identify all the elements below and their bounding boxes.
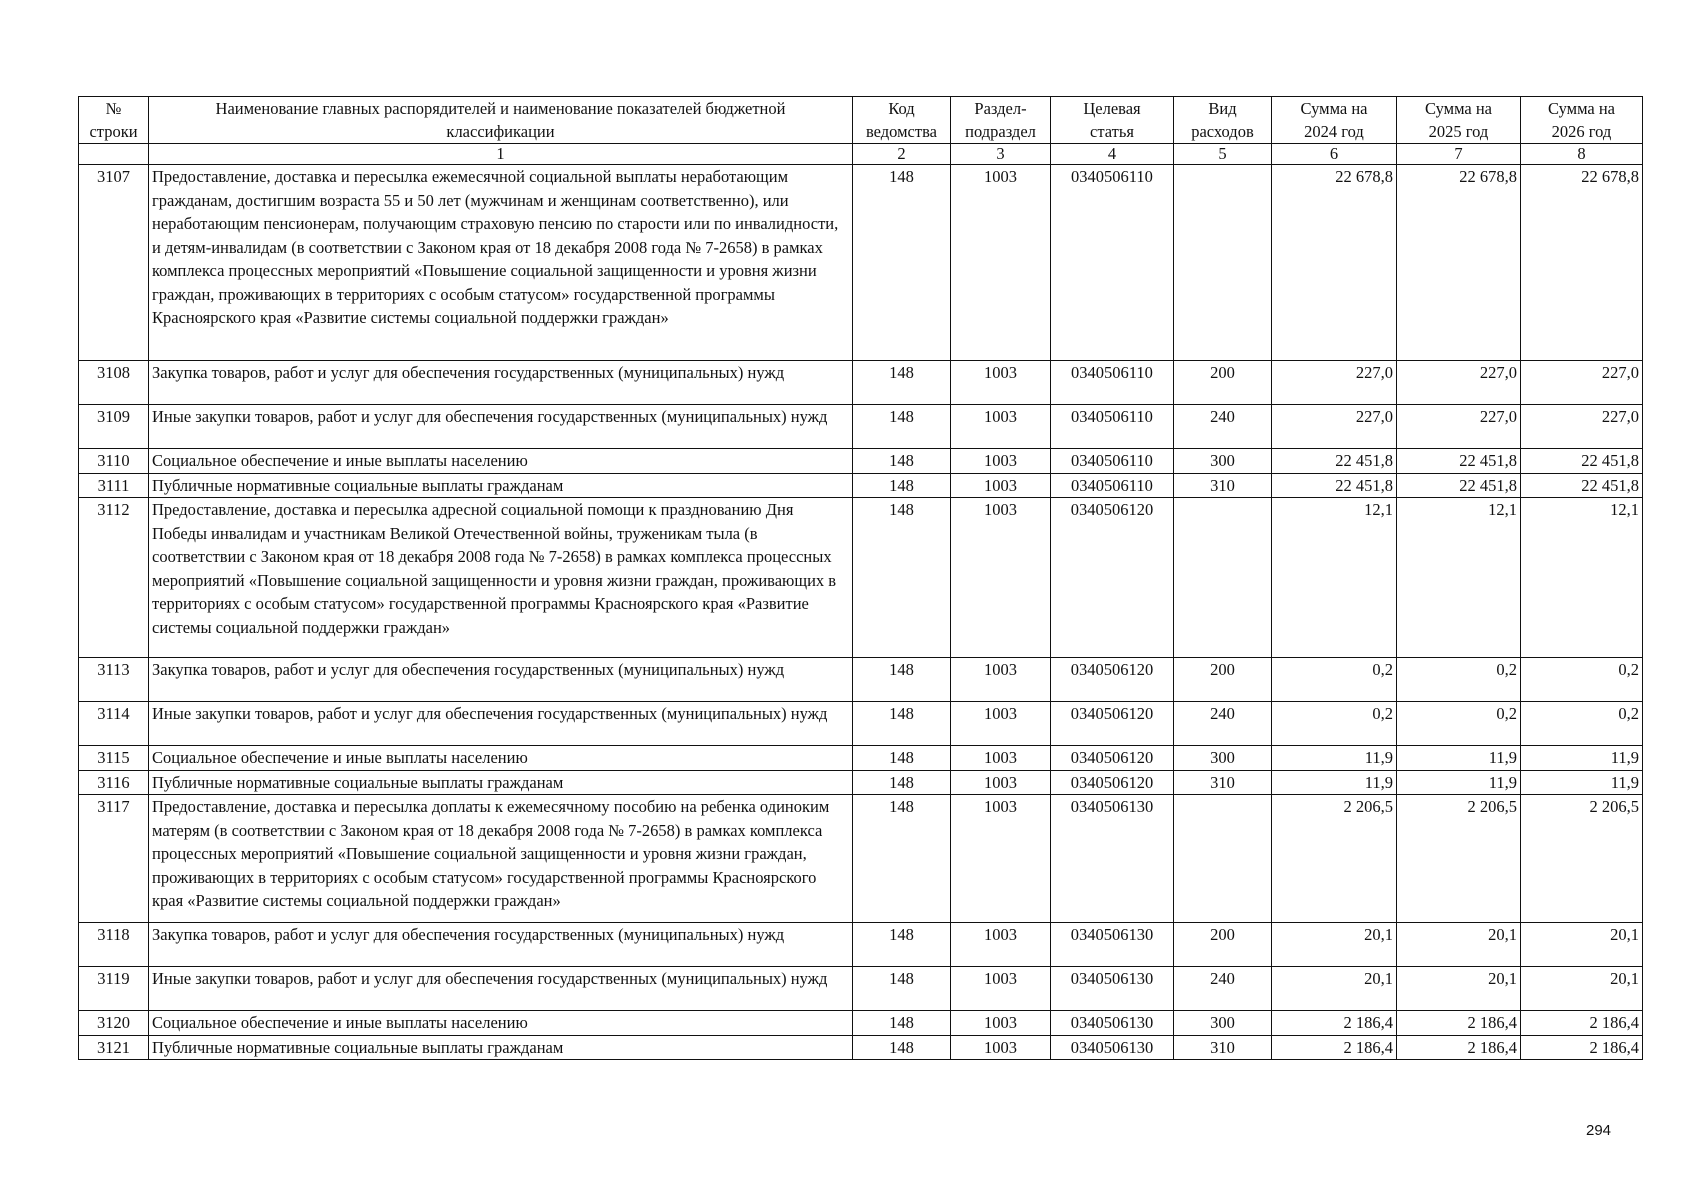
table-row — [79, 1011, 1643, 1036]
column-number-row — [79, 144, 1643, 165]
row-sum-2025: 2 206,5 — [1397, 795, 1521, 923]
row-dept-code: 148 — [853, 361, 951, 405]
row-sum-2024: 11,9 — [1272, 746, 1397, 771]
row-sum-2026: 12,1 — [1521, 498, 1643, 658]
column-number: 8 — [1521, 144, 1643, 165]
row-number: 3117 — [79, 795, 149, 923]
row-dept-code: 148 — [853, 498, 951, 658]
row-target: 0340506130 — [1051, 1035, 1174, 1060]
page-number: 294 — [1586, 1122, 1612, 1139]
row-target: 0340506110 — [1051, 165, 1174, 361]
row-number: 3111 — [79, 473, 149, 498]
row-section: 1003 — [951, 702, 1051, 746]
header-section: Раздел- подраздел — [951, 97, 1051, 144]
table-row — [79, 165, 1643, 361]
row-dept-code: 148 — [853, 473, 951, 498]
row-name: Предоставление, доставка и пересылка доплаты к ежемесячному пособию на ребенка одиноким матерям (в соответствии с Законом края от 18 декабря 2008 года № 7-2658) в рамках комплекса процессных мероприятий «Повышение социальной защищенности и уровня жизни граждан, проживающих в территориях с особым статусом» государственной программы Красноярского края «Развитие системы социальной поддержки граждан» — [149, 795, 853, 923]
row-sum-2024: 2 186,4 — [1272, 1035, 1397, 1060]
row-sum-2024: 22 678,8 — [1272, 165, 1397, 361]
header-sum-2025: Сумма на 2025 год — [1397, 97, 1521, 144]
row-expense-type: 240 — [1174, 405, 1272, 449]
row-sum-2025: 20,1 — [1397, 923, 1521, 967]
row-name: Предоставление, доставка и пересылка адресной социальной помощи к празднованию Дня Победы инвалидам и участникам Великой Отечественной войны, труженикам тыла (в соответствии с Законом края от 18 декабря 2008 года № 7-2658) в рамках комплекса процессных мероприятий «Повышение социальной защищенности и уровня жизни граждан, проживающих в территориях с особым статусом» государственной программы Красноярского края «Развитие системы социальной поддержки граждан» — [149, 498, 853, 658]
header-row-no: № строки — [79, 97, 149, 144]
table-row — [79, 449, 1643, 474]
row-expense-type: 310 — [1174, 473, 1272, 498]
row-sum-2024: 0,2 — [1272, 702, 1397, 746]
row-section: 1003 — [951, 361, 1051, 405]
row-name: Закупка товаров, работ и услуг для обеспечения государственных (муниципальных) нужд — [149, 658, 853, 702]
row-sum-2026: 20,1 — [1521, 923, 1643, 967]
row-section: 1003 — [951, 405, 1051, 449]
row-number: 3121 — [79, 1035, 149, 1060]
row-sum-2025: 0,2 — [1397, 702, 1521, 746]
budget-table — [78, 96, 1643, 1060]
row-name: Закупка товаров, работ и услуг для обеспечения государственных (муниципальных) нужд — [149, 361, 853, 405]
row-dept-code: 148 — [853, 1035, 951, 1060]
row-sum-2024: 20,1 — [1272, 967, 1397, 1011]
table-row — [79, 923, 1643, 967]
row-expense-type: 200 — [1174, 658, 1272, 702]
row-sum-2025: 22 451,8 — [1397, 473, 1521, 498]
row-name: Иные закупки товаров, работ и услуг для обеспечения государственных (муниципальных) нужд — [149, 405, 853, 449]
row-sum-2026: 20,1 — [1521, 967, 1643, 1011]
header-sum-2026: Сумма на 2026 год — [1521, 97, 1643, 144]
row-sum-2026: 22 451,8 — [1521, 449, 1643, 474]
row-sum-2025: 227,0 — [1397, 361, 1521, 405]
row-expense-type — [1174, 498, 1272, 658]
row-dept-code: 148 — [853, 449, 951, 474]
row-name: Социальное обеспечение и иные выплаты населению — [149, 1011, 853, 1036]
row-number: 3120 — [79, 1011, 149, 1036]
row-sum-2024: 0,2 — [1272, 658, 1397, 702]
header-name: Наименование главных распорядителей и наименование показателей бюджетной классификации — [149, 97, 853, 144]
row-dept-code: 148 — [853, 1011, 951, 1036]
row-name: Публичные нормативные социальные выплаты гражданам — [149, 473, 853, 498]
table-row — [79, 746, 1643, 771]
row-target: 0340506120 — [1051, 746, 1174, 771]
row-expense-type — [1174, 165, 1272, 361]
row-section: 1003 — [951, 967, 1051, 1011]
row-name: Социальное обеспечение и иные выплаты населению — [149, 449, 853, 474]
column-number: 2 — [853, 144, 951, 165]
row-dept-code: 148 — [853, 770, 951, 795]
row-expense-type: 200 — [1174, 923, 1272, 967]
row-dept-code: 148 — [853, 967, 951, 1011]
row-sum-2025: 11,9 — [1397, 746, 1521, 771]
row-target: 0340506110 — [1051, 405, 1174, 449]
row-expense-type: 200 — [1174, 361, 1272, 405]
row-sum-2026: 22 678,8 — [1521, 165, 1643, 361]
row-sum-2026: 0,2 — [1521, 658, 1643, 702]
column-number: 1 — [149, 144, 853, 165]
row-dept-code: 148 — [853, 165, 951, 361]
row-target: 0340506110 — [1051, 473, 1174, 498]
row-dept-code: 148 — [853, 405, 951, 449]
row-sum-2025: 22 451,8 — [1397, 449, 1521, 474]
row-number: 3107 — [79, 165, 149, 361]
row-sum-2025: 11,9 — [1397, 770, 1521, 795]
row-number: 3112 — [79, 498, 149, 658]
row-target: 0340506130 — [1051, 795, 1174, 923]
row-sum-2024: 22 451,8 — [1272, 473, 1397, 498]
table-row — [79, 361, 1643, 405]
row-target: 0340506120 — [1051, 770, 1174, 795]
row-expense-type: 300 — [1174, 1011, 1272, 1036]
row-sum-2024: 22 451,8 — [1272, 449, 1397, 474]
row-sum-2025: 227,0 — [1397, 405, 1521, 449]
column-number: 7 — [1397, 144, 1521, 165]
row-sum-2026: 2 186,4 — [1521, 1035, 1643, 1060]
row-sum-2025: 2 186,4 — [1397, 1035, 1521, 1060]
row-number: 3118 — [79, 923, 149, 967]
column-number: 4 — [1051, 144, 1174, 165]
column-number: 3 — [951, 144, 1051, 165]
row-expense-type: 310 — [1174, 1035, 1272, 1060]
row-sum-2024: 2 206,5 — [1272, 795, 1397, 923]
row-sum-2026: 227,0 — [1521, 361, 1643, 405]
row-sum-2024: 12,1 — [1272, 498, 1397, 658]
table-row — [79, 795, 1643, 923]
row-name: Закупка товаров, работ и услуг для обеспечения государственных (муниципальных) нужд — [149, 923, 853, 967]
row-section: 1003 — [951, 795, 1051, 923]
row-sum-2026: 0,2 — [1521, 702, 1643, 746]
table-row — [79, 770, 1643, 795]
row-target: 0340506120 — [1051, 658, 1174, 702]
row-name: Публичные нормативные социальные выплаты гражданам — [149, 770, 853, 795]
row-sum-2025: 2 186,4 — [1397, 1011, 1521, 1036]
row-section: 1003 — [951, 449, 1051, 474]
row-name: Публичные нормативные социальные выплаты гражданам — [149, 1035, 853, 1060]
row-number: 3109 — [79, 405, 149, 449]
row-section: 1003 — [951, 746, 1051, 771]
row-target: 0340506120 — [1051, 702, 1174, 746]
row-section: 1003 — [951, 473, 1051, 498]
table-row — [79, 702, 1643, 746]
row-target: 0340506110 — [1051, 361, 1174, 405]
row-section: 1003 — [951, 1011, 1051, 1036]
row-target: 0340506120 — [1051, 498, 1174, 658]
row-section: 1003 — [951, 658, 1051, 702]
row-dept-code: 148 — [853, 702, 951, 746]
row-dept-code: 148 — [853, 923, 951, 967]
table-row — [79, 658, 1643, 702]
row-sum-2026: 11,9 — [1521, 770, 1643, 795]
row-sum-2026: 22 451,8 — [1521, 473, 1643, 498]
row-name: Иные закупки товаров, работ и услуг для обеспечения государственных (муниципальных) нужд — [149, 702, 853, 746]
table-body — [79, 165, 1643, 1060]
row-sum-2024: 20,1 — [1272, 923, 1397, 967]
row-name: Предоставление, доставка и пересылка ежемесячной социальной выплаты неработающим гражданам, достигшим возраста 55 и 50 лет (мужчинам и женщинам соответственно), или неработающим пенсионерам, получающим страховую пенсию по старости или по инвалидности, и детям-инвалидам (в соответствии с Законом края от 18 декабря 2008 года № 7-2658) в рамках комплекса процессных мероприятий «Повышение социальной защищенности и уровня жизни граждан, проживающих в территориях с особым статусом» государственной программы Красноярского края «Развитие системы социальной поддержки граждан» — [149, 165, 853, 361]
row-name: Иные закупки товаров, работ и услуг для обеспечения государственных (муниципальных) нужд — [149, 967, 853, 1011]
row-number: 3119 — [79, 967, 149, 1011]
row-sum-2024: 227,0 — [1272, 405, 1397, 449]
row-expense-type — [1174, 795, 1272, 923]
column-number: 6 — [1272, 144, 1397, 165]
row-sum-2025: 20,1 — [1397, 967, 1521, 1011]
table-row — [79, 1035, 1643, 1060]
row-expense-type: 240 — [1174, 967, 1272, 1011]
row-expense-type: 240 — [1174, 702, 1272, 746]
row-sum-2025: 0,2 — [1397, 658, 1521, 702]
row-section: 1003 — [951, 770, 1051, 795]
row-section: 1003 — [951, 165, 1051, 361]
row-sum-2024: 11,9 — [1272, 770, 1397, 795]
row-target: 0340506110 — [1051, 449, 1174, 474]
row-sum-2024: 227,0 — [1272, 361, 1397, 405]
header-expense-type: Вид расходов — [1174, 97, 1272, 144]
row-sum-2026: 2 206,5 — [1521, 795, 1643, 923]
row-target: 0340506130 — [1051, 923, 1174, 967]
row-expense-type: 310 — [1174, 770, 1272, 795]
row-dept-code: 148 — [853, 746, 951, 771]
row-sum-2026: 227,0 — [1521, 405, 1643, 449]
table-row — [79, 967, 1643, 1011]
row-sum-2026: 2 186,4 — [1521, 1011, 1643, 1036]
row-name: Социальное обеспечение и иные выплаты населению — [149, 746, 853, 771]
header-sum-2024: Сумма на 2024 год — [1272, 97, 1397, 144]
row-expense-type: 300 — [1174, 449, 1272, 474]
header-target: Целевая статья — [1051, 97, 1174, 144]
table-row — [79, 498, 1643, 658]
row-dept-code: 148 — [853, 658, 951, 702]
row-section: 1003 — [951, 498, 1051, 658]
row-sum-2026: 11,9 — [1521, 746, 1643, 771]
row-expense-type: 300 — [1174, 746, 1272, 771]
row-sum-2025: 22 678,8 — [1397, 165, 1521, 361]
row-number: 3108 — [79, 361, 149, 405]
table-row — [79, 405, 1643, 449]
row-section: 1003 — [951, 1035, 1051, 1060]
row-number: 3114 — [79, 702, 149, 746]
header-row — [79, 97, 1643, 144]
column-number — [79, 144, 149, 165]
column-number: 5 — [1174, 144, 1272, 165]
row-number: 3116 — [79, 770, 149, 795]
row-number: 3110 — [79, 449, 149, 474]
row-dept-code: 148 — [853, 795, 951, 923]
row-sum-2024: 2 186,4 — [1272, 1011, 1397, 1036]
row-target: 0340506130 — [1051, 967, 1174, 1011]
table-row — [79, 473, 1643, 498]
row-section: 1003 — [951, 923, 1051, 967]
row-number: 3115 — [79, 746, 149, 771]
row-number: 3113 — [79, 658, 149, 702]
header-dept-code: Код ведомства — [853, 97, 951, 144]
row-target: 0340506130 — [1051, 1011, 1174, 1036]
row-sum-2025: 12,1 — [1397, 498, 1521, 658]
